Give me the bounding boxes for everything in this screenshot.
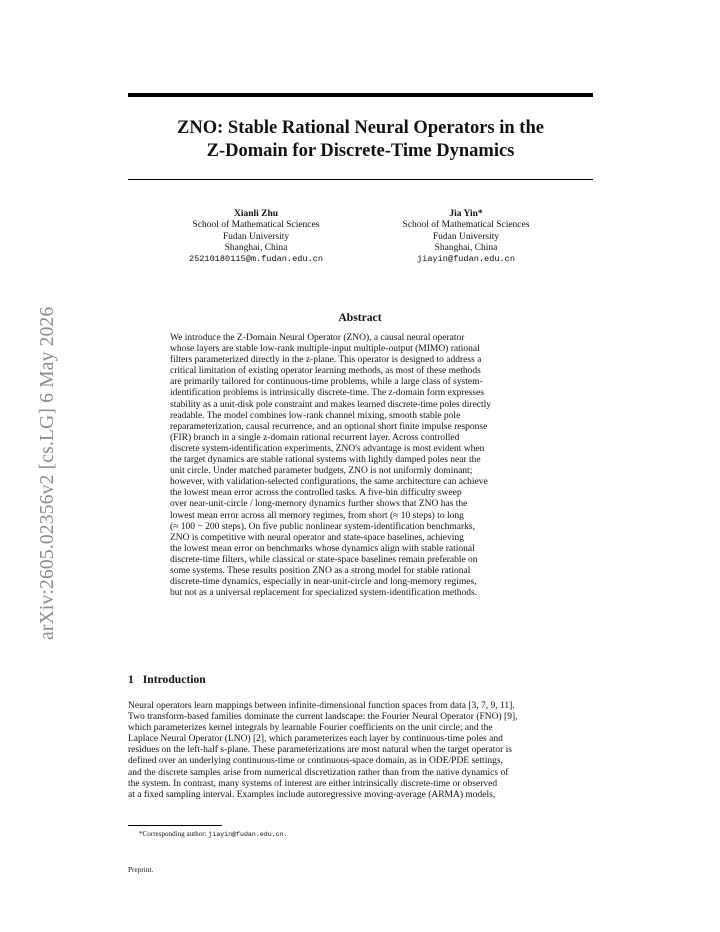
text-line: residues on the left-half s-plane. These parameterizations are most natural when the target operator is bbox=[128, 745, 512, 756]
text-line: which parameterizes kernel integrals by learnable Fourier coefficients on the unit circle; and the bbox=[128, 723, 493, 734]
author-university: Fudan University bbox=[432, 231, 500, 242]
text-line: reparameterization, causal recurrence, and an optional short finite impulse response bbox=[170, 421, 488, 432]
introduction-body bbox=[128, 701, 594, 801]
author-block-1 bbox=[168, 209, 344, 265]
text-line: are primarily tailored for continuous-time problems, while a large class of system- bbox=[170, 377, 483, 388]
title-line-1: ZNO: Stable Rational Neural Operators in the bbox=[177, 118, 544, 138]
text-line: readable. The model combines low-rank channel mixing, smooth stable pole bbox=[170, 410, 461, 421]
title-line-2: Z-Domain for Discrete-Time Dynamics bbox=[206, 141, 515, 161]
text-line: but not as a universal replacement for specialized system-identification methods. bbox=[170, 588, 478, 599]
text-line: lowest mean error across all memory regimes, from short (≈ 10 steps) to long bbox=[170, 510, 464, 521]
text-line: the lowest mean error across the controlled tasks. A five-bin difficulty sweep bbox=[170, 488, 462, 499]
text-line: We introduce the Z-Domain Neural Operator (ZNO), a causal neural operator bbox=[170, 333, 465, 343]
author-location: Shanghai, China bbox=[224, 242, 288, 253]
title-bottom-rule bbox=[128, 179, 593, 180]
author-block-2 bbox=[378, 209, 554, 265]
text-line: discrete-time dynamics, especially in near-unit-circle and long-memory regimes, bbox=[170, 577, 477, 588]
author-affiliation: School of Mathematical Sciences bbox=[192, 220, 320, 231]
text-line: at a fixed sampling interval. Examples include autoregressive moving-average (ARMA) models, bbox=[128, 789, 496, 800]
section-title: Introduction bbox=[142, 673, 206, 686]
text-line: Neural operators learn mappings between infinite-dimensional function spaces from data [3, 7, 9, 11]. bbox=[128, 701, 515, 711]
text-line: discrete system-identification experiments, ZNO's advantage is most evident when bbox=[170, 443, 485, 454]
author-university: Fudan University bbox=[222, 231, 290, 242]
author-name: Jia Yin* bbox=[449, 209, 483, 219]
title-top-rule bbox=[128, 93, 593, 97]
text-line: however, with validation-selected configurations, the same architecture can achieve bbox=[170, 477, 488, 488]
text-line: some systems. These results position ZNO as a strong model for stable rational bbox=[170, 565, 471, 576]
preprint-label: Preprint. bbox=[128, 865, 154, 874]
text-line: filters parameterized directly in the z-plane. This operator is designed to address a bbox=[170, 355, 482, 366]
author-email[interactable]: jiayin@fudan.edu.cn bbox=[417, 254, 515, 265]
text-line: defined over an underlying continuous-time or continuous-space domain, as in ODE/PDE settings, bbox=[128, 756, 503, 767]
abstract-heading: Abstract bbox=[338, 311, 382, 324]
text-line: (≈ 100 − 200 steps). On five public nonlinear system-identification benchmarks, bbox=[170, 521, 476, 532]
section-number: 1 bbox=[128, 673, 134, 686]
abstract-body bbox=[170, 333, 551, 599]
text-line: and the discrete samples arise from numerical discretization rather than from the native dynamics of bbox=[128, 767, 509, 778]
text-line: stability as a unit-disk pole constraint and makes learned discrete-time poles directly bbox=[170, 399, 492, 410]
text-line: the lowest mean error on benchmarks whose dynamics align with stable rational bbox=[170, 543, 475, 554]
text-line: the system. In contrast, many systems of interest are either intrinsically discrete-time or observed bbox=[128, 778, 498, 789]
author-affiliation: School of Mathematical Sciences bbox=[402, 220, 530, 231]
text-line: identification problems is intrinsically discrete-time. The z-domain form expresses bbox=[170, 388, 485, 399]
footnote-rule bbox=[128, 825, 222, 826]
text-line: Laplace Neural Operator (LNO) [2], which parameterizes each layer by continuous-time poles and bbox=[128, 734, 503, 745]
text-line: ZNO is competitive with neural operator and state-space baselines, achieving bbox=[170, 532, 464, 543]
text-line: whose layers are stable low-rank multiple-input multiple-output (MIMO) rational bbox=[170, 344, 480, 355]
text-line: Two transform-based families dominate the current landscape: the Fourier Neural Operator (FNO) [9], bbox=[128, 712, 518, 723]
text-line: critical limitation of existing operator learning methods, as most of these methods bbox=[170, 366, 481, 377]
footnote-email[interactable]: jiayin@fudan.edu.cn. bbox=[208, 831, 288, 838]
text-line: discrete-time filters, while classical or state-space baselines remain preferable on bbox=[170, 554, 478, 565]
author-location: Shanghai, China bbox=[434, 242, 498, 253]
paper-title bbox=[128, 117, 593, 163]
author-name: Xianli Zhu bbox=[233, 209, 279, 219]
section-heading bbox=[128, 673, 206, 686]
arxiv-identifier: arXiv:2605.02356v2 [cs.LG] 6 May 2026 bbox=[37, 306, 58, 640]
text-line: (FIR) branch in a single z-domain rational recurrent layer. Across controlled bbox=[170, 432, 460, 443]
text-line: the target dynamics are stable rational systems with lightly damped poles near the bbox=[170, 455, 481, 466]
footnote bbox=[139, 830, 288, 838]
author-email[interactable]: 25210180115@m.fudan.edu.cn bbox=[188, 254, 324, 265]
text-line: over near-unit-circle / long-memory dynamics further shows that ZNO has the bbox=[170, 499, 468, 510]
text-line: unit circle. Under matched parameter budgets, ZNO is not uniformly dominant; bbox=[170, 466, 473, 477]
footnote-text: *Corresponding author: bbox=[139, 830, 209, 838]
